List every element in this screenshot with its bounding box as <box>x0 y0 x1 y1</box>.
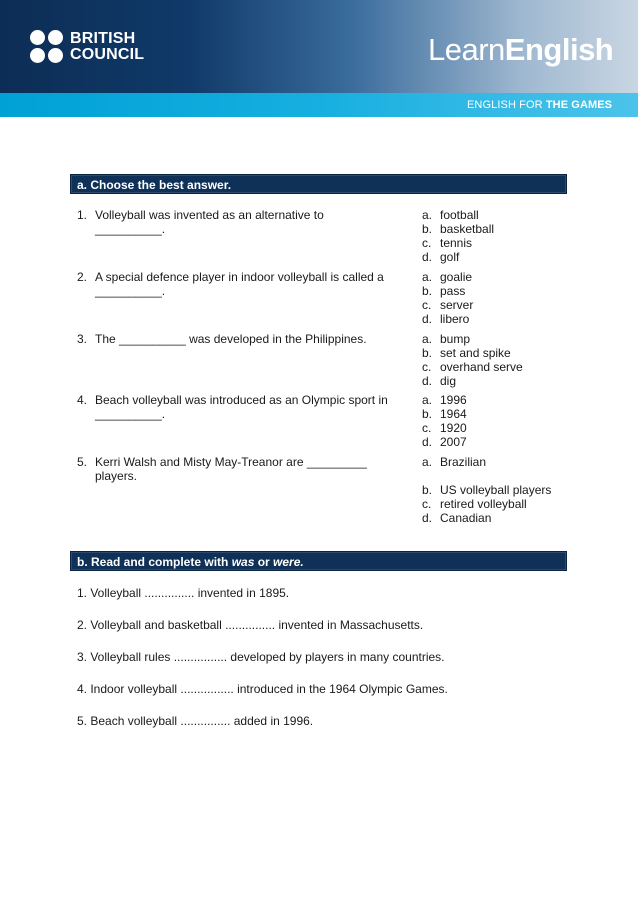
question-text: Volleyball was invented as an alternative to __________. <box>95 208 324 236</box>
option-text: 1964 <box>440 407 467 421</box>
british-council-logo <box>30 28 144 66</box>
option-text: Canadian <box>440 511 492 525</box>
question-number: 5. <box>77 455 88 469</box>
option-text: overhand serve <box>440 360 523 374</box>
section-b-title-was: was <box>231 555 255 569</box>
british-council-wordmark <box>70 31 144 63</box>
option-letter: c. <box>422 360 432 374</box>
strip-tagline <box>467 99 612 111</box>
option-letter: a. <box>422 208 433 222</box>
section-b-title-were: were. <box>273 555 304 569</box>
option-letter: a. <box>422 455 433 469</box>
option-text: golf <box>440 250 460 264</box>
section-b-title <box>77 555 304 569</box>
header-banner <box>0 0 638 93</box>
le-english: English <box>504 32 614 67</box>
section-a-header <box>70 174 567 194</box>
option-letter: d. <box>422 374 433 388</box>
question-text: The __________ was developed in the Philippines. <box>95 332 367 346</box>
option-letter: a. <box>422 270 433 284</box>
option-text: dig <box>440 374 457 388</box>
option-text: retired volleyball <box>440 497 527 511</box>
option-letter: c. <box>422 298 432 312</box>
option-text: US volleyball players <box>440 483 552 497</box>
le-learn: Learn <box>428 32 505 67</box>
question-number: 1. <box>77 208 88 222</box>
question-number: 3. <box>77 332 88 346</box>
option-letter: b. <box>422 346 433 360</box>
strip-bold: THE GAMES <box>545 99 613 111</box>
question-text: A special defence player in indoor volleyball is called a __________. <box>95 270 384 298</box>
bc-line-2: COUNCIL <box>70 46 145 63</box>
fill-in-sentence: 4. Indoor volleyball ................ introduced in the 1964 Olympic Games. <box>77 682 448 696</box>
fill-in-sentence: 1. Volleyball ............... invented in 1895. <box>77 586 290 600</box>
option-letter: b. <box>422 407 433 421</box>
section-a-title: a. Choose the best answer. <box>77 178 232 192</box>
option-text: tennis <box>440 236 473 250</box>
section-b-header <box>70 551 567 571</box>
fill-in-sentence: 2. Volleyball and basketball ............... invented in Massachusetts. <box>77 618 424 632</box>
option-text: set and spike <box>440 346 511 360</box>
learnenglish-logo <box>428 32 613 68</box>
option-letter: d. <box>422 250 433 264</box>
section-b-title-prefix: b. Read and complete with <box>77 555 232 569</box>
question-text: Beach volleyball was introduced as an Olympic sport in __________. <box>95 393 388 421</box>
fill-in-sentence: 3. Volleyball rules ................ developed by players in many countries. <box>77 650 445 664</box>
option-letter: c. <box>422 497 432 511</box>
question-number: 2. <box>77 270 88 284</box>
section-b-title-or: or <box>254 555 274 569</box>
option-text: pass <box>440 284 466 298</box>
option-text: bump <box>440 332 471 346</box>
option-text: goalie <box>440 270 473 284</box>
option-text: 1996 <box>440 393 467 407</box>
strip-prefix: ENGLISH FOR <box>467 99 546 111</box>
option-letter: d. <box>422 435 433 449</box>
option-text: libero <box>440 312 470 326</box>
option-letter: a. <box>422 332 433 346</box>
option-letter: d. <box>422 511 433 525</box>
question-number: 4. <box>77 393 88 407</box>
option-letter: b. <box>422 483 433 497</box>
british-council-dots-icon <box>30 30 64 64</box>
option-letter: c. <box>422 236 432 250</box>
option-text: server <box>440 298 474 312</box>
fill-in-sentence: 5. Beach volleyball ............... added in 1996. <box>77 714 314 728</box>
option-letter: c. <box>422 421 432 435</box>
bc-line-1: BRITISH <box>70 30 136 47</box>
option-letter: d. <box>422 312 433 326</box>
option-letter: a. <box>422 393 433 407</box>
option-letter: b. <box>422 284 433 298</box>
option-text: 1920 <box>440 421 467 435</box>
option-text: Brazilian <box>440 455 487 469</box>
option-letter: b. <box>422 222 433 236</box>
option-text: 2007 <box>440 435 467 449</box>
option-text: football <box>440 208 479 222</box>
option-text: basketball <box>440 222 495 236</box>
question-text: Kerri Walsh and Misty May-Treanor are _________ players. <box>95 455 367 483</box>
